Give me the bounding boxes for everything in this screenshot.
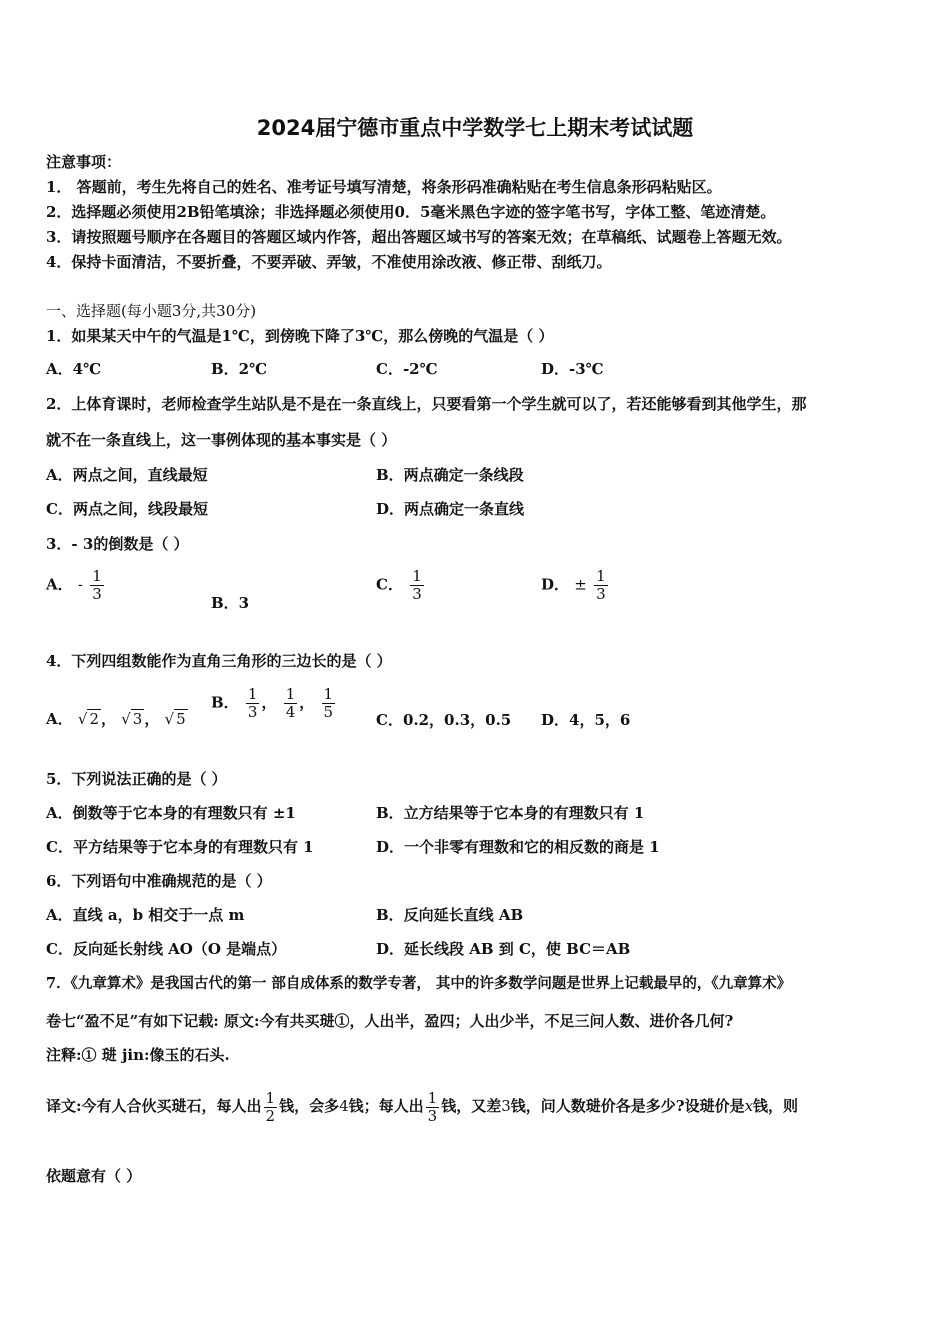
q6-stem: 6．下列语句中准确规范的是（ ） xyxy=(46,872,272,890)
q6-option-d: D．延长线段 AB 到 C，使 BC＝AB xyxy=(376,940,631,958)
q1-option-a: A．4℃ xyxy=(46,360,102,378)
q7-tr-part-c: 钱；每人出 xyxy=(348,1097,424,1115)
q4-option-b-label: B． xyxy=(211,693,239,712)
q3-c-num: 1 xyxy=(412,567,422,585)
q4-sep-1: ， xyxy=(100,710,116,728)
q3-option-c-label: C． xyxy=(376,575,403,594)
q1-stem: 1．如果某天中午的气温是1℃，到傍晚下降了3℃，那么傍晚的气温是（ ） xyxy=(46,327,554,345)
q3-option-a-fraction xyxy=(90,568,104,603)
q4-option-a-label: A． xyxy=(46,710,73,728)
q7-tr-part-a: 译文:今有人合伙买琎石，每人出 xyxy=(46,1097,262,1115)
q3-option-a xyxy=(46,568,106,603)
q3-option-d xyxy=(541,568,610,603)
notice-item-4: 4．保持卡面清洁，不要折叠，不要弄破、弄皱，不准使用涂改液、修正带、刮纸刀。 xyxy=(46,253,612,271)
q4-sep-2: ， xyxy=(144,710,160,728)
q7-note: 注释:① 琎 jin:像玉的石头. xyxy=(46,1046,230,1064)
q3-option-d-label: D． xyxy=(541,575,570,594)
q7-tr-part-d: 钱，又差 xyxy=(441,1097,502,1115)
q7-frac-1: $\frac{1}{2}$ xyxy=(265,1088,276,1125)
q5-option-c: C．平方结果等于它本身的有理数只有 1 xyxy=(46,838,314,856)
q4-option-d: D．4，5，6 xyxy=(541,711,631,729)
q3-a-den: 3 xyxy=(92,585,102,603)
q4-b-sep-1: ， xyxy=(261,693,277,712)
q1-option-c: C．-2℃ xyxy=(376,360,438,378)
q1-option-d: D．-3℃ xyxy=(541,360,604,378)
q3-stem: 3．- 3的倒数是（ ） xyxy=(46,535,189,553)
q1-option-b: B．2℃ xyxy=(211,360,268,378)
q3-option-a-sign: - xyxy=(77,575,83,594)
q5-option-b: B．立方结果等于它本身的有理数只有 1 xyxy=(376,804,645,822)
q4-b-frac-3: $\frac{1}{5}$ xyxy=(323,685,334,721)
q7-tr-part-f: 钱，则 xyxy=(753,1097,799,1115)
page-title: 2024届宁德市重点中学数学七上期末考试试题 xyxy=(256,116,694,140)
q4-stem: 4．下列四组数能作为直角三角形的三边长的是（ ） xyxy=(46,652,392,670)
q3-option-c-fraction xyxy=(410,568,424,603)
q7-value-2: 3 xyxy=(501,1097,511,1115)
q3-c-den: 3 xyxy=(412,585,422,603)
q4-b-frac-2: $\frac{1}{4}$ xyxy=(285,685,296,721)
q4-b-sep-2: ， xyxy=(299,693,315,712)
q4-sqrt-3: √ 5 xyxy=(164,710,186,728)
q2-stem-line1: 2．上体育课时，老师检查学生站队是不是在一条直线上，只要看第一个学生就可以了，若还能够看到其他学生，那 xyxy=(46,395,807,413)
q3-option-b: B．3 xyxy=(211,594,250,612)
q2-option-b: B．两点确定一条线段 xyxy=(376,466,524,484)
notice-heading: 注意事项： xyxy=(46,153,122,171)
q3-option-a-label: A． xyxy=(46,575,73,594)
q3-a-num: 1 xyxy=(92,567,102,585)
q4-option-c: C．0.2，0.3，0.5 xyxy=(376,711,512,729)
q2-option-a: A．两点之间，直线最短 xyxy=(46,466,208,484)
q4-sqrt-1: √ 2 xyxy=(77,710,99,728)
q5-option-d: D．一个非零有理数和它的相反数的商是 1 xyxy=(376,838,660,856)
q7-tail: 依题意有（ ） xyxy=(46,1167,142,1185)
q2-option-d: D．两点确定一条直线 xyxy=(376,500,525,518)
q2-stem-line2: 就不在一条直线上，这一事例体现的基本事实是（ ） xyxy=(46,431,397,449)
q7-translation xyxy=(46,1080,798,1132)
q4-sqrt-2: √ 3 xyxy=(121,710,143,728)
section-heading: 一、选择题(每小题3分,共30分) xyxy=(46,302,257,320)
q4-option-b xyxy=(211,686,337,721)
q6-option-a: A．直线 a，b 相交于一点 m xyxy=(46,906,245,924)
q7-stem-line2: 卷七“盈不足”有如下记载: 原文:今有共买琎①，人出半，盈四；人出少半，不足三问人数、进价各几何? xyxy=(46,1012,734,1030)
q3-d-num: 1 xyxy=(596,567,606,585)
q7-tr-part-b: 钱，会多 xyxy=(279,1097,340,1115)
notice-item-1: 1． 答题前，考生先将自己的姓名、准考证号填写清楚，将条形码准确粘贴在考生信息条形码粘贴区。 xyxy=(46,178,722,196)
q7-tr-part-e: 钱，问人数琎价各是多少?设琎价是 xyxy=(510,1097,745,1115)
q5-stem: 5．下列说法正确的是（ ） xyxy=(46,770,227,788)
q7-frac-2: $\frac{1}{3}$ xyxy=(427,1088,438,1125)
q4-b-frac-1: $\frac{1}{3}$ xyxy=(247,685,258,721)
q3-d-den: 3 xyxy=(596,585,606,603)
q3-option-c xyxy=(376,568,426,603)
q7-value-1: 4 xyxy=(339,1097,349,1115)
q7-stem-line1: 7．《九章算术》是我国古代的第一 部自成体系的数学专著， 其中的许多数学问题是世界上记载最早的，《九章算术》 xyxy=(46,975,792,992)
notice-item-3: 3．请按照题号顺序在各题目的答题区域内作答，超出答题区域书写的答案无效；在草稿纸、试题卷上答题无效。 xyxy=(46,228,792,246)
notice-item-2: 2．选择题必须使用2B铅笔填涂；非选择题必须使用0．5毫米黑色字迹的签字笔书写，字体工整、笔迹清楚。 xyxy=(46,203,776,221)
q3-option-d-fraction xyxy=(594,568,608,603)
q7-variable: x xyxy=(744,1097,754,1115)
q3-option-d-sign: ± xyxy=(574,575,587,594)
q6-option-b: B．反向延长直线 AB xyxy=(376,906,524,924)
q5-option-a: A．倒数等于它本身的有理数只有 ±1 xyxy=(46,804,296,822)
q2-option-c: C．两点之间，线段最短 xyxy=(46,500,208,518)
q6-option-c: C．反向延长射线 AO（O 是端点） xyxy=(46,940,287,958)
q4-option-a xyxy=(46,710,188,728)
